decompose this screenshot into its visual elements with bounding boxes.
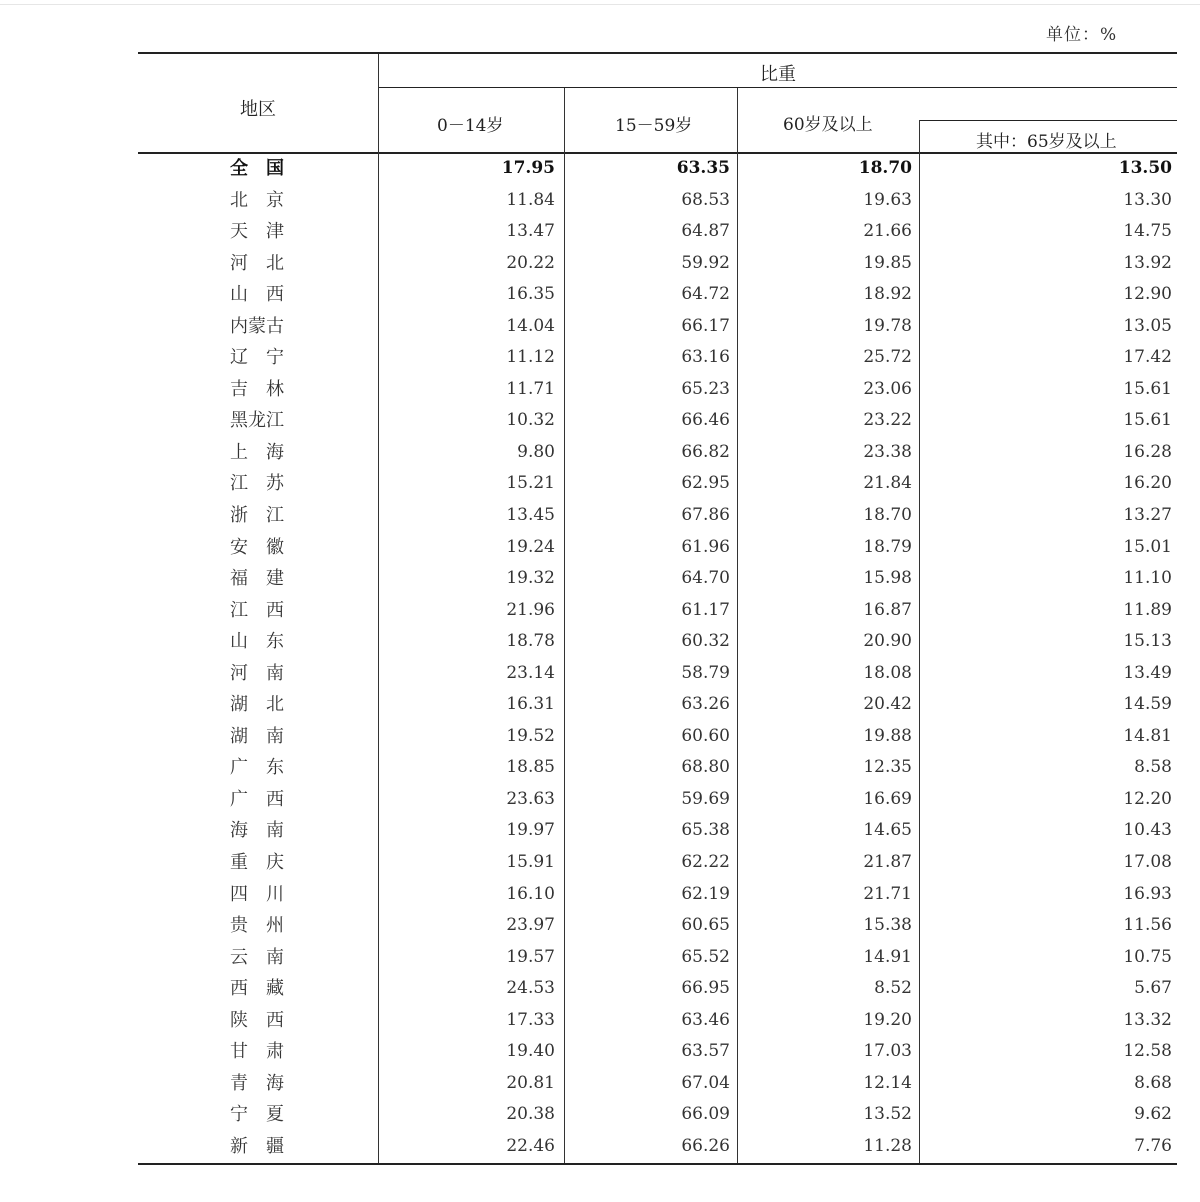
age-60-plus-cell: 11.28 xyxy=(863,1135,912,1156)
region-cell: 广东 xyxy=(230,757,284,779)
age-15-59-cell: 65.38 xyxy=(681,820,730,841)
region-cell: 山东 xyxy=(230,631,284,653)
age-60-plus-cell: 13.52 xyxy=(863,1104,912,1125)
age-0-14-cell: 21.96 xyxy=(506,599,555,620)
table-row xyxy=(138,468,1177,500)
age-15-59-cell: 66.26 xyxy=(681,1135,730,1156)
region-cell: 河南 xyxy=(230,662,284,684)
age-60-plus-cell: 19.85 xyxy=(863,252,912,273)
age-0-14-cell: 18.85 xyxy=(506,757,555,778)
age-60-plus-cell: 14.65 xyxy=(863,820,912,841)
age-0-14-cell: 18.78 xyxy=(506,631,555,652)
table-row xyxy=(138,752,1177,784)
region-cell: 福建 xyxy=(230,568,284,590)
age-65-plus-cell: 15.13 xyxy=(1123,631,1172,652)
age-65-plus-cell: 10.43 xyxy=(1123,820,1172,841)
table-body xyxy=(138,153,1177,1163)
age-60-plus-cell: 23.38 xyxy=(863,441,912,462)
age-15-59-cell: 60.32 xyxy=(681,631,730,652)
age-0-14-cell: 11.71 xyxy=(506,378,555,399)
age-15-59-cell: 63.16 xyxy=(681,347,730,368)
age-65-plus-cell: 15.61 xyxy=(1123,378,1172,399)
age-0-14-cell: 11.12 xyxy=(506,347,555,368)
age-0-14-cell: 13.47 xyxy=(506,221,555,242)
age-65-plus-header: 其中：65岁及以上 xyxy=(976,132,1117,152)
age-60-plus-cell: 25.72 xyxy=(863,347,912,368)
age-0-14-cell: 16.31 xyxy=(506,694,555,715)
age-0-14-cell: 20.22 xyxy=(506,252,555,273)
region-cell: 甘肃 xyxy=(230,1041,284,1063)
age-65-plus-cell: 13.30 xyxy=(1123,189,1172,210)
table-row xyxy=(138,595,1177,627)
table-row xyxy=(138,879,1177,911)
age-0-14-header: 0－14岁 xyxy=(437,116,504,136)
age-65-plus-cell: 16.20 xyxy=(1123,473,1172,494)
age-65-plus-cell: 13.50 xyxy=(1118,158,1172,178)
age-15-59-cell: 59.92 xyxy=(681,252,730,273)
age-15-59-cell: 58.79 xyxy=(681,662,730,683)
age-60-plus-cell: 19.88 xyxy=(863,725,912,746)
table-row xyxy=(138,185,1177,217)
age-15-59-cell: 68.80 xyxy=(681,757,730,778)
age-15-59-cell: 63.46 xyxy=(681,1009,730,1030)
table-row xyxy=(138,532,1177,564)
age-15-59-cell: 68.53 xyxy=(681,189,730,210)
age-65-plus-cell: 11.56 xyxy=(1123,915,1172,936)
region-cell: 贵州 xyxy=(230,915,284,937)
age-0-14-cell: 24.53 xyxy=(506,978,555,999)
age-15-59-cell: 66.17 xyxy=(681,315,730,336)
table-bottom-rule xyxy=(138,1163,1177,1165)
age-15-59-cell: 60.60 xyxy=(681,725,730,746)
region-cell: 陕西 xyxy=(230,1009,284,1031)
age-60-plus-cell: 12.35 xyxy=(863,757,912,778)
age-0-14-cell: 19.32 xyxy=(506,568,555,589)
age-15-59-cell: 60.65 xyxy=(681,915,730,936)
age-65-plus-cell: 13.05 xyxy=(1123,315,1172,336)
region-cell: 吉林 xyxy=(230,378,284,400)
region-cell: 江苏 xyxy=(230,473,284,495)
age-15-59-cell: 62.22 xyxy=(681,852,730,873)
table-row xyxy=(138,910,1177,942)
age-65-plus-cell: 11.89 xyxy=(1123,599,1172,620)
age-0-14-cell: 20.81 xyxy=(506,1072,555,1093)
table-row xyxy=(138,626,1177,658)
region-cell: 湖南 xyxy=(230,725,284,747)
region-cell: 重庆 xyxy=(230,852,284,874)
age-0-14-cell: 19.40 xyxy=(506,1041,555,1062)
age-0-14-cell: 23.97 xyxy=(506,915,555,936)
age-15-59-cell: 65.52 xyxy=(681,946,730,967)
table-row xyxy=(138,1131,1177,1163)
age-60-plus-cell: 20.42 xyxy=(863,694,912,715)
table-row xyxy=(138,342,1177,374)
table-row xyxy=(138,374,1177,406)
age-65-plus-cell: 12.58 xyxy=(1123,1041,1172,1062)
age-0-14-cell: 11.84 xyxy=(506,189,555,210)
group-header-rule xyxy=(379,87,1177,88)
region-cell: 广西 xyxy=(230,788,284,810)
age-0-14-cell: 10.32 xyxy=(506,410,555,431)
table-row xyxy=(138,689,1177,721)
age-15-59-cell: 63.26 xyxy=(681,694,730,715)
age-15-59-cell: 65.23 xyxy=(681,378,730,399)
table-row xyxy=(138,279,1177,311)
table-row xyxy=(138,973,1177,1005)
age-60-plus-cell: 20.90 xyxy=(863,631,912,652)
table-top-rule xyxy=(138,52,1177,54)
age-15-59-cell: 64.70 xyxy=(681,568,730,589)
age-0-14-cell: 15.91 xyxy=(506,852,555,873)
region-cell: 四川 xyxy=(230,883,284,905)
region-cell: 云南 xyxy=(230,946,284,968)
table-row xyxy=(138,1036,1177,1068)
age-60-plus-cell: 19.63 xyxy=(863,189,912,210)
age-60-plus-cell: 12.14 xyxy=(863,1072,912,1093)
age-65-plus-cell: 12.90 xyxy=(1123,284,1172,305)
age-60-plus-cell: 19.20 xyxy=(863,1009,912,1030)
age-15-59-cell: 64.72 xyxy=(681,284,730,305)
age-0-14-cell: 19.97 xyxy=(506,820,555,841)
age-0-14-cell: 19.52 xyxy=(506,725,555,746)
sub-header-rule xyxy=(919,120,1177,121)
age-60-plus-cell: 18.92 xyxy=(863,284,912,305)
age-65-plus-cell: 13.49 xyxy=(1123,662,1172,683)
table-row xyxy=(138,721,1177,753)
age-60-plus-header: 60岁及以上 xyxy=(783,115,873,135)
age-0-14-cell: 17.33 xyxy=(506,1009,555,1030)
age-0-14-cell: 23.63 xyxy=(506,788,555,809)
region-cell: 湖北 xyxy=(230,694,284,716)
age-65-plus-cell: 12.20 xyxy=(1123,788,1172,809)
age-60-plus-cell: 18.70 xyxy=(863,505,912,526)
region-cell: 安徽 xyxy=(230,536,284,558)
table-row xyxy=(138,784,1177,816)
age-60-plus-cell: 18.70 xyxy=(858,158,912,178)
age-0-14-cell: 17.95 xyxy=(501,158,555,178)
table-row xyxy=(138,311,1177,343)
table-row xyxy=(138,658,1177,690)
table-row xyxy=(138,405,1177,437)
region-cell: 海南 xyxy=(230,820,284,842)
table-row xyxy=(138,563,1177,595)
age-60-plus-cell: 21.66 xyxy=(863,221,912,242)
age-65-plus-cell: 16.28 xyxy=(1123,441,1172,462)
region-cell: 北京 xyxy=(230,189,284,211)
age-65-plus-cell: 10.75 xyxy=(1123,946,1172,967)
region-cell: 西藏 xyxy=(230,978,284,1000)
region-cell: 青海 xyxy=(230,1072,284,1094)
age-60-plus-cell: 17.03 xyxy=(863,1041,912,1062)
table-row xyxy=(138,216,1177,248)
table-row xyxy=(138,942,1177,974)
age-0-14-cell: 14.04 xyxy=(506,315,555,336)
age-15-59-cell: 67.04 xyxy=(681,1072,730,1093)
region-cell: 山西 xyxy=(230,284,284,306)
region-header: 地区 xyxy=(240,99,276,120)
table-row xyxy=(138,1005,1177,1037)
table-row xyxy=(138,1099,1177,1131)
age-0-14-cell: 16.35 xyxy=(506,284,555,305)
age-60-plus-cell: 15.98 xyxy=(863,568,912,589)
region-cell: 宁夏 xyxy=(230,1104,284,1126)
age-60-plus-cell: 23.06 xyxy=(863,378,912,399)
region-cell: 内蒙古 xyxy=(230,315,284,337)
age-65-plus-cell: 9.62 xyxy=(1134,1104,1172,1125)
age-15-59-cell: 62.19 xyxy=(681,883,730,904)
age-0-14-cell: 19.57 xyxy=(506,946,555,967)
age-0-14-cell: 23.14 xyxy=(506,662,555,683)
age-65-plus-cell: 16.93 xyxy=(1123,883,1172,904)
age-15-59-cell: 63.35 xyxy=(676,158,730,178)
age-65-plus-cell: 17.08 xyxy=(1123,852,1172,873)
age-60-plus-cell: 16.87 xyxy=(863,599,912,620)
age-65-plus-cell: 14.81 xyxy=(1123,725,1172,746)
region-cell: 全国 xyxy=(230,158,284,179)
age-60-plus-cell: 23.22 xyxy=(863,410,912,431)
region-cell: 河北 xyxy=(230,252,284,274)
age-65-plus-cell: 13.92 xyxy=(1123,252,1172,273)
age-65-plus-cell: 8.58 xyxy=(1134,757,1172,778)
age-15-59-cell: 66.46 xyxy=(681,410,730,431)
table-row xyxy=(138,437,1177,469)
age-60-plus-cell: 21.84 xyxy=(863,473,912,494)
table-row xyxy=(138,1068,1177,1100)
age-15-59-cell: 59.69 xyxy=(681,788,730,809)
age-15-59-cell: 63.57 xyxy=(681,1041,730,1062)
top-rule xyxy=(0,4,1200,5)
age-15-59-cell: 61.17 xyxy=(681,599,730,620)
proportion-header: 比重 xyxy=(760,64,796,85)
region-cell: 新疆 xyxy=(230,1135,284,1157)
age-15-59-cell: 61.96 xyxy=(681,536,730,557)
age-60-plus-cell: 8.52 xyxy=(874,978,912,999)
age-65-plus-cell: 5.67 xyxy=(1134,978,1172,999)
age-15-59-cell: 67.86 xyxy=(681,505,730,526)
age-60-plus-cell: 21.87 xyxy=(863,852,912,873)
age-structure-table xyxy=(138,52,1177,1166)
region-cell: 浙江 xyxy=(230,505,284,527)
table-row xyxy=(138,153,1177,185)
age-65-plus-cell: 7.76 xyxy=(1134,1135,1172,1156)
age-0-14-cell: 20.38 xyxy=(506,1104,555,1125)
age-0-14-cell: 13.45 xyxy=(506,505,555,526)
age-65-plus-cell: 11.10 xyxy=(1123,568,1172,589)
region-cell: 辽宁 xyxy=(230,347,284,369)
age-60-plus-cell: 19.78 xyxy=(863,315,912,336)
age-0-14-cell: 22.46 xyxy=(506,1135,555,1156)
age-60-plus-cell: 21.71 xyxy=(863,883,912,904)
age-15-59-cell: 66.82 xyxy=(681,441,730,462)
age-60-plus-cell: 14.91 xyxy=(863,946,912,967)
table-row xyxy=(138,500,1177,532)
age-15-59-cell: 66.09 xyxy=(681,1104,730,1125)
age-0-14-cell: 19.24 xyxy=(506,536,555,557)
age-0-14-cell: 9.80 xyxy=(517,441,555,462)
age-65-plus-cell: 8.68 xyxy=(1134,1072,1172,1093)
age-0-14-cell: 15.21 xyxy=(506,473,555,494)
table-row xyxy=(138,248,1177,280)
region-cell: 江西 xyxy=(230,599,284,621)
age-65-plus-cell: 14.75 xyxy=(1123,221,1172,242)
table-row xyxy=(138,847,1177,879)
age-65-plus-cell: 13.27 xyxy=(1123,505,1172,526)
age-60-plus-cell: 16.69 xyxy=(863,788,912,809)
unit-label: 单位：% xyxy=(1046,25,1118,45)
age-15-59-cell: 66.95 xyxy=(681,978,730,999)
table-row xyxy=(138,815,1177,847)
age-60-plus-cell: 18.79 xyxy=(863,536,912,557)
age-0-14-cell: 16.10 xyxy=(506,883,555,904)
age-15-59-cell: 64.87 xyxy=(681,221,730,242)
region-cell: 天津 xyxy=(230,221,284,243)
age-15-59-cell: 62.95 xyxy=(681,473,730,494)
age-65-plus-cell: 14.59 xyxy=(1123,694,1172,715)
age-60-plus-cell: 18.08 xyxy=(863,662,912,683)
age-65-plus-cell: 17.42 xyxy=(1123,347,1172,368)
age-60-plus-cell: 15.38 xyxy=(863,915,912,936)
age-65-plus-cell: 15.01 xyxy=(1123,536,1172,557)
region-cell: 黑龙江 xyxy=(230,410,284,432)
age-15-59-header: 15－59岁 xyxy=(615,116,693,136)
age-65-plus-cell: 15.61 xyxy=(1123,410,1172,431)
age-65-plus-cell: 13.32 xyxy=(1123,1009,1172,1030)
region-cell: 上海 xyxy=(230,441,284,463)
